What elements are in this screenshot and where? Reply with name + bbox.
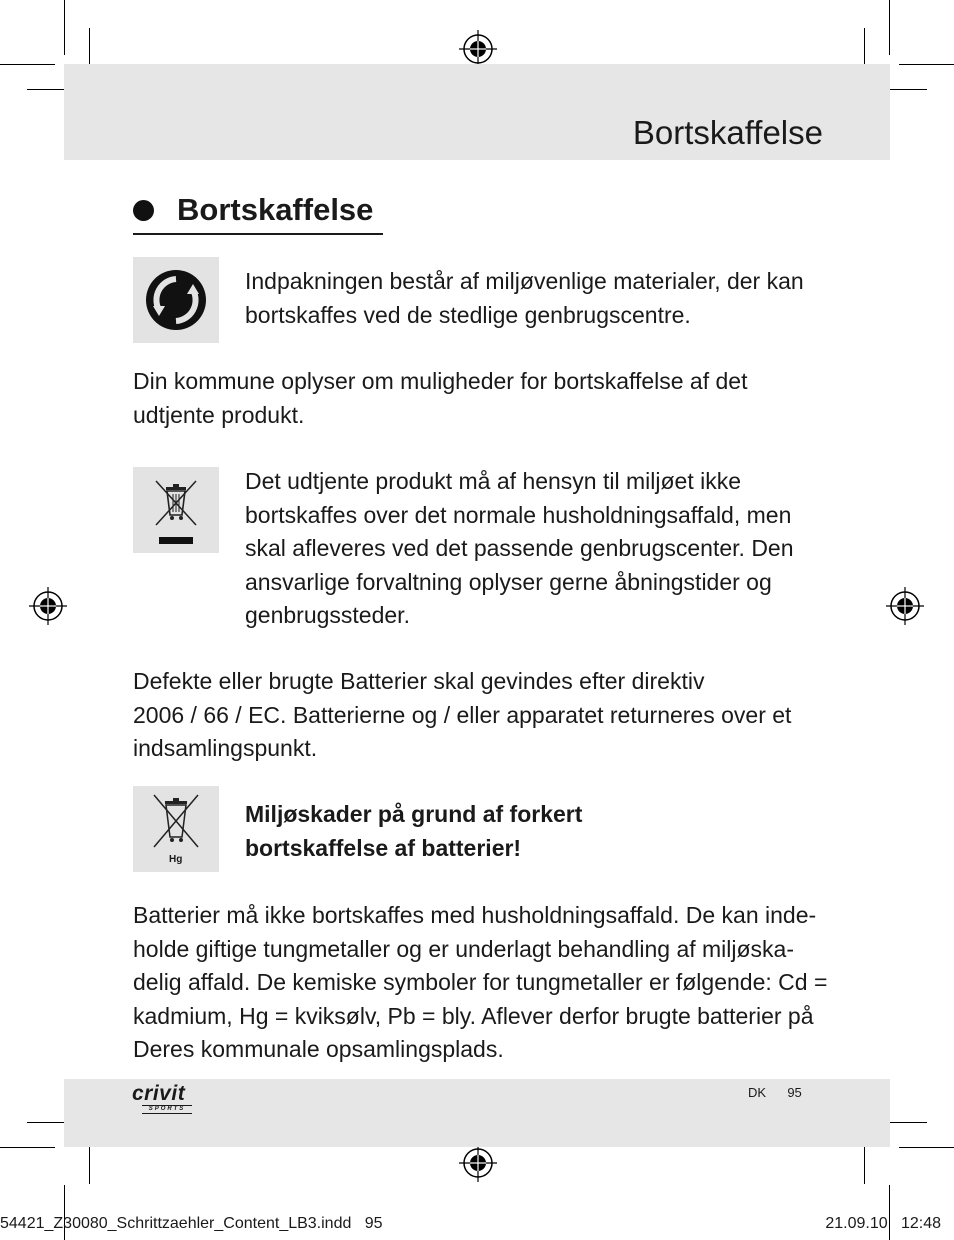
bullet-icon <box>133 200 154 221</box>
registration-mark-icon <box>459 1144 497 1182</box>
crop-mark <box>0 64 55 65</box>
crop-mark <box>889 0 890 55</box>
slug-datetime: 21.09.10 12:48 <box>825 1215 941 1232</box>
crop-mark <box>899 1147 954 1148</box>
municipality-text: Din kommune oplyser om muligheder for bortskaffelse af det udtjente produkt. <box>133 368 748 428</box>
crop-mark <box>0 1147 55 1148</box>
section-heading-text: Bortskaffelse <box>177 192 374 227</box>
registration-mark-icon <box>886 587 924 625</box>
brand-logo <box>132 1083 192 1114</box>
registration-mark-icon <box>459 30 497 68</box>
footer-language: DK <box>748 1085 767 1100</box>
footer-page-number: 95 <box>787 1085 802 1100</box>
section-heading <box>133 192 373 228</box>
crossed-out-wheelie-bin-icon <box>146 473 206 547</box>
crop-mark <box>899 64 954 65</box>
brand-logo-text: crivit <box>132 1082 186 1105</box>
page-title: Bortskaffelse <box>632 114 823 151</box>
footer-page-info <box>748 1085 802 1100</box>
packaging-text: Indpakningen består af miljøvenlige materialer, der kan bortskaffes ved de stedlige genbrugscentre. <box>245 268 804 328</box>
registration-mark-icon <box>29 587 67 625</box>
brand-logo-sub: SPORTS <box>142 1105 192 1114</box>
battery-bin-label: Hg <box>169 854 183 865</box>
green-dot-recycling-icon <box>145 269 207 331</box>
recycling-symbol-box <box>133 257 219 343</box>
crop-mark <box>64 0 65 55</box>
weee-symbol-box <box>133 467 219 553</box>
heavy-metals-text: Batterier må ikke bortskaffes med husholdningsaffald. De kan inde- holde giftige tungmetaller og er underlagt behandling af miljøska- delig affald. De kemiske symboler for tungmetaller er følgende: Cd = kadmium, Hg = kviksølv, Pb = bly. Aflever derfor brugte batterier på Deres kommunale opsamlingsplads. <box>133 902 828 1062</box>
battery-bin-symbol-box <box>133 786 219 872</box>
battery-directive-text: Defekte eller brugte Batterier skal gevindes efter direktiv 2006 / 66 / EC. Batterierne og / eller apparatet returneres over et indsamlingspunkt. <box>133 668 792 761</box>
heading-underline <box>133 233 383 235</box>
slug-filename: 54421_Z30080_Schrittzaehler_Content_LB3.indd 95 <box>0 1215 383 1232</box>
battery-warning-heading: Miljøskader på grund af forkert bortskaffelse af batterier! <box>245 801 583 861</box>
product-disposal-text: Det udtjente produkt må af hensyn til miljøet ikke bortskaffes over det normale husholdningsaffald, men skal afleveres ved det passende genbrugscenter. Den ansvarlige forvaltning oplyser gerne åbningstider og genbrugssteder. <box>245 468 794 628</box>
